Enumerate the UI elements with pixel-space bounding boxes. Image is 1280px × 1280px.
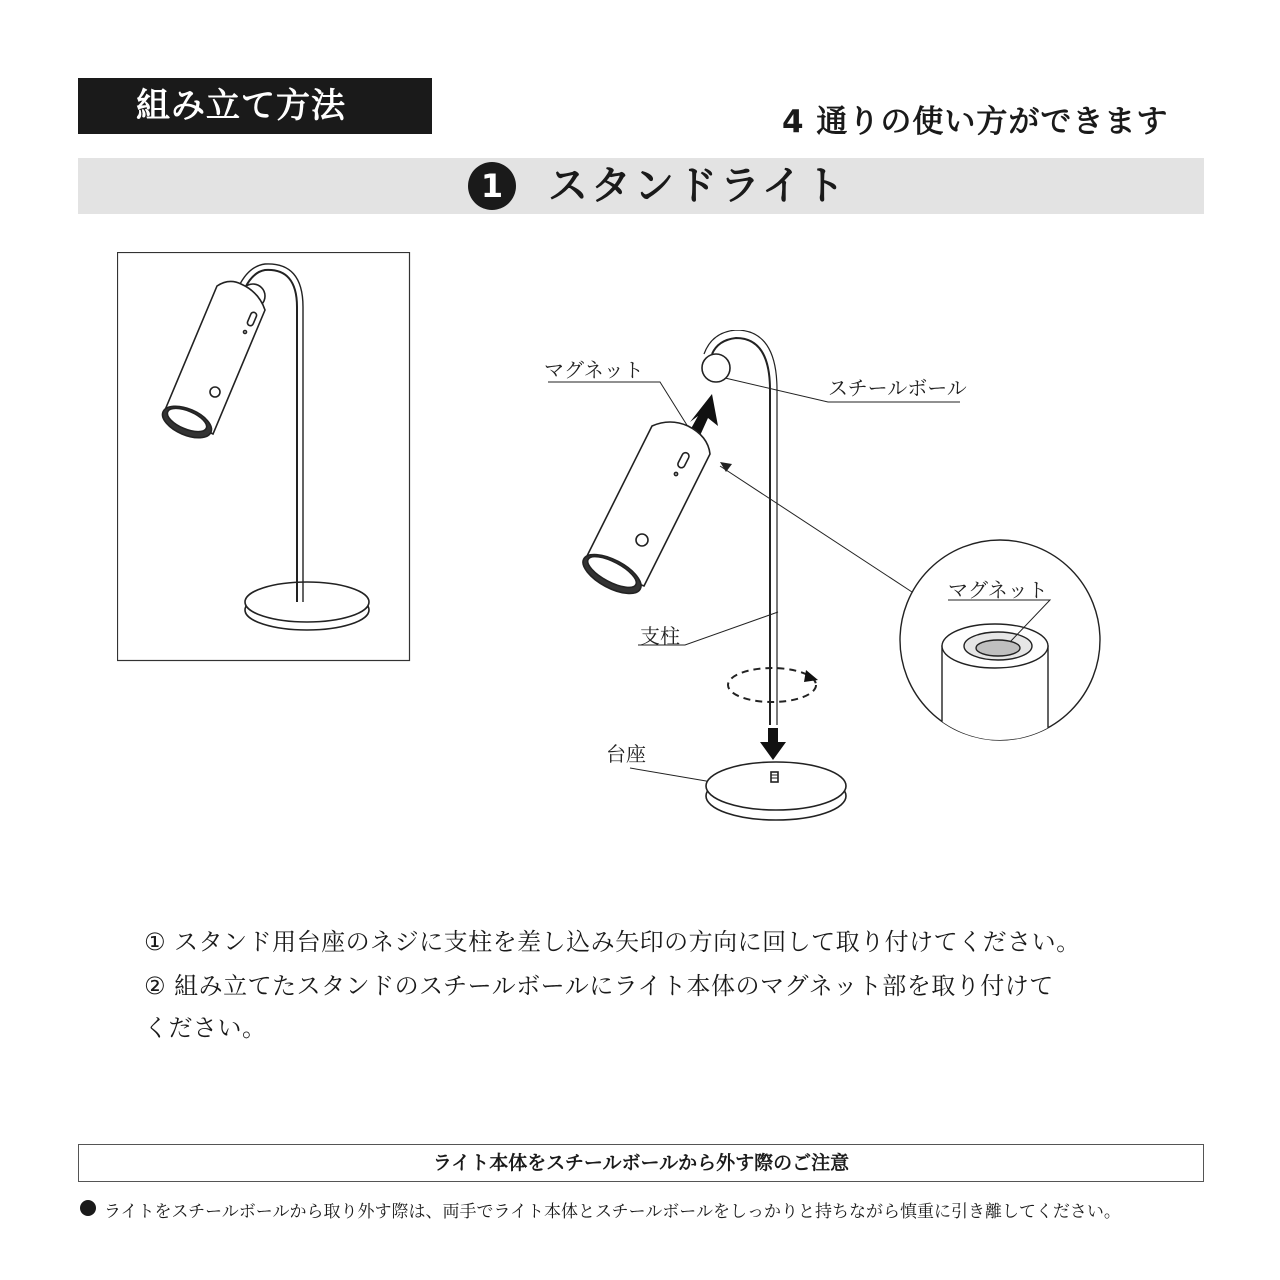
pole-label: 支柱 — [640, 624, 680, 648]
instruction-step-1: ① スタンド用台座のネジに支柱を差し込み矢印の方向に回して取り付けてください。 — [144, 928, 1081, 956]
caution-heading: ライト本体をスチールボールから外す際のご注意 — [78, 1144, 1204, 1182]
magnet-label: マグネット — [544, 358, 644, 382]
steel-ball-label: スチールボール — [828, 376, 967, 400]
bullet-icon — [80, 1200, 96, 1216]
section-title: スタンドライト — [548, 163, 848, 209]
assembled-lamp-illustration — [117, 252, 411, 662]
instruction-step-2-line-1: ② 組み立てたスタンドのスチールボールにライト本体のマグネット部を取り付けて — [144, 972, 1054, 1000]
magnet-detail-label: マグネット — [948, 578, 1048, 602]
usage-note: 4 通りの使い方ができます — [782, 104, 1169, 140]
section-number-badge: 1 — [468, 162, 516, 210]
caution-text: ライトをスチールボールから取り外す際は、両手でライト本体とスチールボールをしっかりと持ちながら慎重に引き離してください。 — [104, 1202, 1121, 1222]
page-title: 組み立て方法 — [78, 78, 432, 134]
instruction-step-2-line-2: ください。 — [144, 1014, 267, 1042]
magnet-detail-circle — [898, 538, 1102, 742]
base-label: 台座 — [606, 742, 646, 766]
